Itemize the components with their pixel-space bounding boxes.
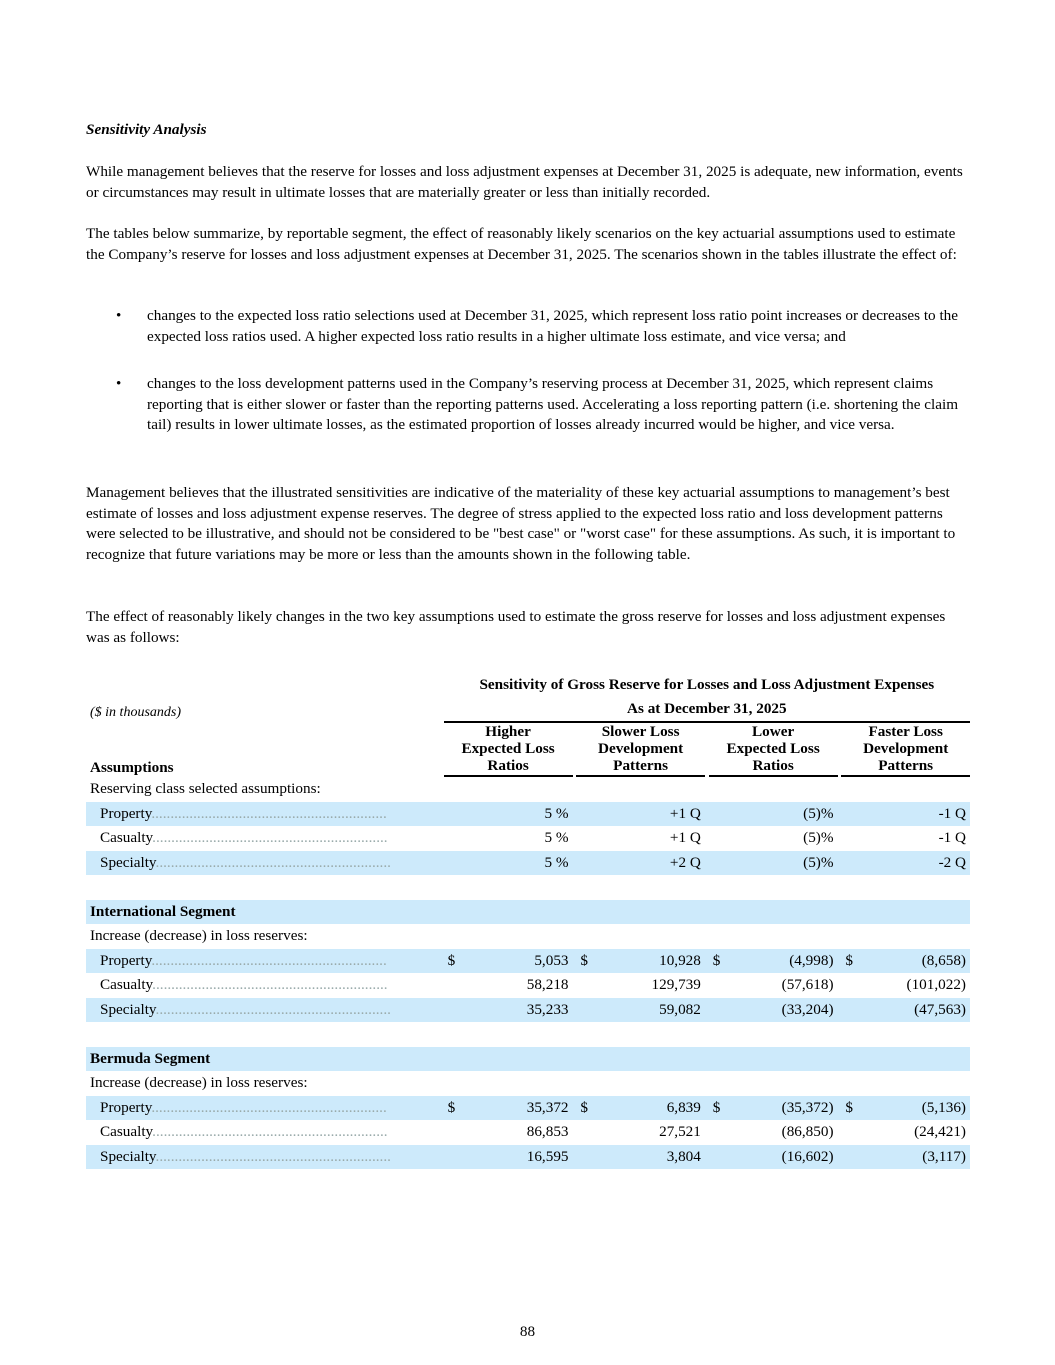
segment-title-row [86,900,970,925]
dot-leader: .............................................................. [155,1000,391,1018]
currency-symbol [444,973,468,998]
currency-symbol [841,973,865,998]
cell-value: 35,233 [468,998,573,1023]
dot-leader: .............................................................. [151,951,387,969]
currency-symbol [841,998,865,1023]
cell-value: 59,082 [600,998,705,1023]
row-name: Casualty [100,1123,153,1141]
row-name: Specialty [100,853,156,871]
cell-value: 129,739 [651,976,701,994]
dot-leader: .............................................................. [151,804,387,822]
cell-value: 6,839 [600,1096,705,1121]
cell-value: 5,053 [468,949,573,974]
cell-value: +1 Q [600,802,705,827]
currency-symbol [444,851,468,876]
row-name: Casualty [100,829,153,847]
table-row [86,1145,970,1170]
row-label [86,1096,440,1121]
segment-title: Bermuda Segment [86,1047,970,1072]
row-label [86,949,440,974]
table-row [86,998,970,1023]
cell-value: 10,928 [600,949,705,974]
row-name: Property [100,951,152,969]
currency-symbol [841,851,865,876]
cell-value: (57,618) [781,976,834,994]
currency-symbol: $ [444,1096,468,1121]
currency-symbol [709,998,733,1023]
cell-value: (5)% [733,802,838,827]
currency-symbol [841,802,865,827]
currency-symbol [709,1120,733,1145]
paragraph-tables-summary: The tables below summarize, by reportable segment, the effect of reasonably likely scenarios on the key actuarial assumptions used to estimate the Company’s reserve for losses and loss adjustment expenses at December 31, 2025. The scenarios shown in the tables illustrate the effect of: [86,225,957,263]
bullet-icon: • [116,375,122,392]
cell-value: -2 Q [865,851,970,876]
dot-leader: .............................................................. [152,829,388,847]
section-label: Increase (decrease) in loss reserves: [90,1074,308,1092]
currency-symbol [709,851,733,876]
cell-value: -1 Q [865,802,970,827]
column-header-higher-elr: Higher Expected Loss Ratios [444,721,573,777]
units-note: ($ in thousands) [90,705,181,720]
currency-symbol [576,1145,600,1170]
dot-leader: .............................................................. [155,1147,391,1165]
cell-value: +1 Q [669,829,701,847]
dot-leader: .............................................................. [152,976,388,994]
currency-symbol [841,826,865,851]
currency-symbol: $ [576,1096,600,1121]
table-title-row [86,672,970,697]
section-label: Increase (decrease) in loss reserves: [90,927,308,945]
table-row [86,826,970,851]
currency-symbol [576,851,600,876]
currency-symbol [444,998,468,1023]
currency-symbol [576,1120,600,1145]
cell-value: 16,595 [468,1145,573,1170]
cell-value: (5,136) [865,1096,970,1121]
cell-value: 27,521 [659,1123,701,1141]
column-header-faster-ldp: Faster Loss Development Patterns [841,721,970,777]
row-name: Specialty [100,1147,156,1165]
section-heading: Sensitivity Analysis [86,121,207,138]
cell-value: (16,602) [733,1145,838,1170]
table-subtitle-row [86,697,970,722]
table-row [86,802,970,827]
paragraph-adequacy: While management believes that the reserve for losses and loss adjustment expenses at December 31, 2025 is adequate, new information, events or circumstances may result in ultimate losses that are materially greater or less than initially recorded. [86,163,963,201]
cell-value: (35,372) [733,1096,838,1121]
currency-symbol: $ [444,949,468,974]
currency-symbol [444,1145,468,1170]
spacer-row [86,1022,970,1047]
table-row [86,949,970,974]
cell-value: (33,204) [733,998,838,1023]
currency-symbol [841,1145,865,1170]
cell-value: 3,804 [600,1145,705,1170]
currency-symbol [709,802,733,827]
table-title: Sensitivity of Gross Reserve for Losses and Loss Adjustment Expenses [479,675,935,693]
bullet-text: changes to the expected loss ratio selections used at December 31, 2025, which represent loss ratio point increases or decreases to the expected loss ratios used. A higher expected loss ratio results in a higher ultimate loss estimate, and vice versa; and [147,307,958,345]
cell-value: (86,850) [781,1123,834,1141]
currency-symbol [576,973,600,998]
table-row [86,973,970,998]
dot-leader: .............................................................. [151,1098,387,1116]
currency-symbol [444,1120,468,1145]
row-label [86,973,440,998]
row-label [86,802,440,827]
table-row [86,1096,970,1121]
row-label [86,851,440,876]
section-label-row [86,777,970,802]
cell-value: (5)% [803,829,834,847]
table-row [86,851,970,876]
row-name: Casualty [100,976,153,994]
section-label: Reserving class selected assumptions: [90,780,321,798]
assumptions-header: Assumptions [90,759,174,776]
table-row [86,1120,970,1145]
bullet-icon: • [116,307,122,324]
row-label [86,1145,440,1170]
cell-value: -1 Q [938,829,966,847]
cell-value: 5 % [544,829,569,847]
currency-symbol [444,802,468,827]
cell-value: (47,563) [865,998,970,1023]
paragraph-effect-intro: The effect of reasonably likely changes in the two key assumptions used to estimate the gross reserve for losses and loss adjustment expenses was as follows: [86,608,946,646]
currency-symbol: $ [841,1096,865,1121]
sensitivity-table [86,672,970,1169]
currency-symbol [576,826,600,851]
currency-symbol [841,1120,865,1145]
cell-value: (5)% [733,851,838,876]
cell-value: +2 Q [600,851,705,876]
currency-symbol [576,998,600,1023]
cell-value: (4,998) [733,949,838,974]
dot-leader: .............................................................. [152,1123,388,1141]
cell-value: 35,372 [468,1096,573,1121]
table-subtitle: As at December 31, 2025 [627,700,787,718]
row-label [86,826,440,851]
cell-value: 58,218 [526,976,569,994]
row-label [86,998,440,1023]
currency-symbol [444,826,468,851]
currency-symbol: $ [709,949,733,974]
row-name: Property [100,1098,152,1116]
paragraph-management-beliefs: Management believes that the illustrated sensitivities are indicative of the materiality of these key actuarial assumptions to management’s best estimate of losses and loss adjustment expense reserves. The degree of stress applied to the expected loss ratio and loss development patterns were selected to be illustrative, and should not be considered to be "best case" or "worst case" for these assumptions. As such, it is important to recognize that future variations may be more or less than the amounts shown in the following table. [86,484,956,563]
segment-title: International Segment [86,900,970,925]
dot-leader: .............................................................. [155,853,391,871]
column-header-slower-ldp: Slower Loss Development Patterns [576,721,705,777]
currency-symbol [709,973,733,998]
spacer-row [86,875,970,900]
currency-symbol: $ [709,1096,733,1121]
currency-symbol [709,1145,733,1170]
section-label-row [86,1071,970,1096]
section-label-row [86,924,970,949]
segment-title-row [86,1047,970,1072]
currency-symbol: $ [841,949,865,974]
cell-value: 5 % [468,802,573,827]
currency-symbol [576,802,600,827]
currency-symbol: $ [576,949,600,974]
column-header-row [86,721,970,777]
row-name: Property [100,804,152,822]
cell-value: (8,658) [865,949,970,974]
currency-symbol [709,826,733,851]
row-name: Specialty [100,1000,156,1018]
bullet-text: changes to the loss development patterns used in the Company’s reserving process at December 31, 2025, which represent claims reporting that is either slower or faster than the reporting patterns used. Accelerating a loss reporting pattern (i.e. shortening the claim tail) results in lower ultimate losses, as the estimated proportion of losses already incurred would be higher, and vice versa. [147,375,959,434]
cell-value: (24,421) [914,1123,966,1141]
page-number: 88 [519,1323,536,1340]
cell-value: (3,117) [865,1145,970,1170]
cell-value: 86,853 [526,1123,569,1141]
column-header-lower-elr: Lower Expected Loss Ratios [709,721,838,777]
row-label [86,1120,440,1145]
cell-value: (101,022) [906,976,966,994]
cell-value: 5 % [468,851,573,876]
